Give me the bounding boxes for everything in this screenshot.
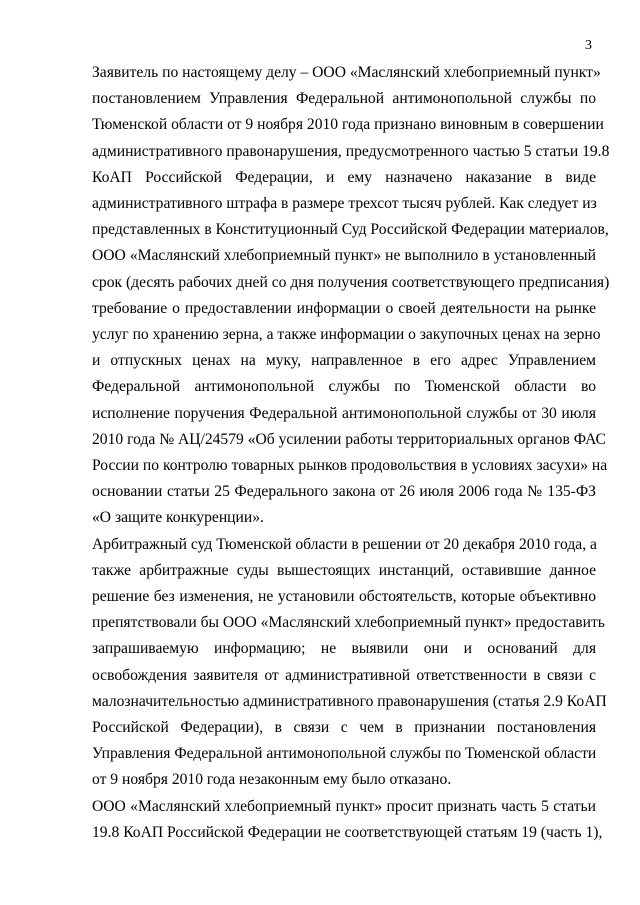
text-line: Российской Федерации), в связи с чем в признании постановления (92, 719, 596, 737)
text-line: постановлением Управления Федеральной антимонопольной службы по (92, 90, 596, 108)
text-line: 2010 года № АЦ/24579 «Об усилении работы территориальных органов ФАС (92, 430, 606, 448)
text-line: КоАП Российской Федерации, и ему назначено наказание в виде (92, 168, 596, 186)
page-number: 3 (585, 38, 592, 53)
text-line: препятствовали бы ООО «Маслянский хлебоприемный пункт» предоставить (92, 614, 605, 632)
paragraph-2 (92, 532, 607, 794)
text-line: представленных в Конституционный Суд Российской Федерации материалов, (92, 221, 609, 239)
text-line: решение без изменения, не установили обстоятельств, которые объективно (92, 588, 596, 606)
text-line: ООО «Маслянский хлебоприемный пункт» просит признать часть 5 статьи (92, 797, 596, 815)
paragraph-1 (92, 60, 610, 532)
text-line: Тюменской области от 9 ноября 2010 года признано виновным в совершении (92, 116, 604, 134)
paragraph-3 (92, 794, 603, 846)
text-line: Арбитражный суд Тюменской области в решении от 20 декабря 2010 года, а (92, 535, 597, 553)
text-line: освобождения заявителя от административной ответственности в связи с (92, 666, 596, 684)
document-body (92, 60, 610, 846)
text-line: Заявитель по настоящему делу – ООО «Маслянский хлебоприемный пункт» (92, 64, 601, 81)
text-line: от 9 ноября 2010 года незаконным ему было отказано. (92, 771, 452, 789)
text-line: административного штрафа в размере трехсот тысяч рублей. Как следует из (92, 195, 597, 213)
text-line: «О защите конкуренции». (92, 509, 264, 527)
text-line: 19.8 КоАП Российской Федерации не соответствующей статьям 19 (часть 1), (92, 823, 603, 841)
text-line: малозначительностью административного правонарушения (статья 2.9 КоАП (92, 692, 607, 710)
text-line: Управления Федеральной антимонопольной службы по Тюменской области (92, 745, 597, 763)
text-line: услуг по хранению зерна, а также информации о закупочных ценах на зерно (92, 326, 601, 344)
text-line: запрашиваемую информацию; не выявили они и оснований для (92, 640, 596, 658)
text-line: требование о предоставлении информации о своей деятельности на рынке (92, 299, 596, 317)
text-line: срок (десять рабочих дней со дня получения соответствующего предписания) (92, 273, 610, 291)
text-line: ООО «Маслянский хлебоприемный пункт» не выполнило в установленный (92, 247, 596, 265)
text-line: России по контролю товарных рынков продовольствия в условиях засухи» на (92, 457, 608, 475)
text-line: административного правонарушения, предусмотренного частью 5 статьи 19.8 (92, 142, 610, 160)
text-line: Федеральной антимонопольной службы по Тюменской области во (92, 378, 596, 396)
text-line: основании статьи 25 Федерального закона от 26 июля 2006 года № 135-ФЗ (92, 483, 596, 501)
text-line: и отпускных ценах на муку, направленное в его адрес Управлением (92, 352, 596, 370)
text-line: также арбитражные суды вышестоящих инстанций, оставившие данное (92, 561, 596, 579)
text-line: исполнение поручения Федеральной антимонопольной службы от 30 июля (92, 404, 596, 422)
